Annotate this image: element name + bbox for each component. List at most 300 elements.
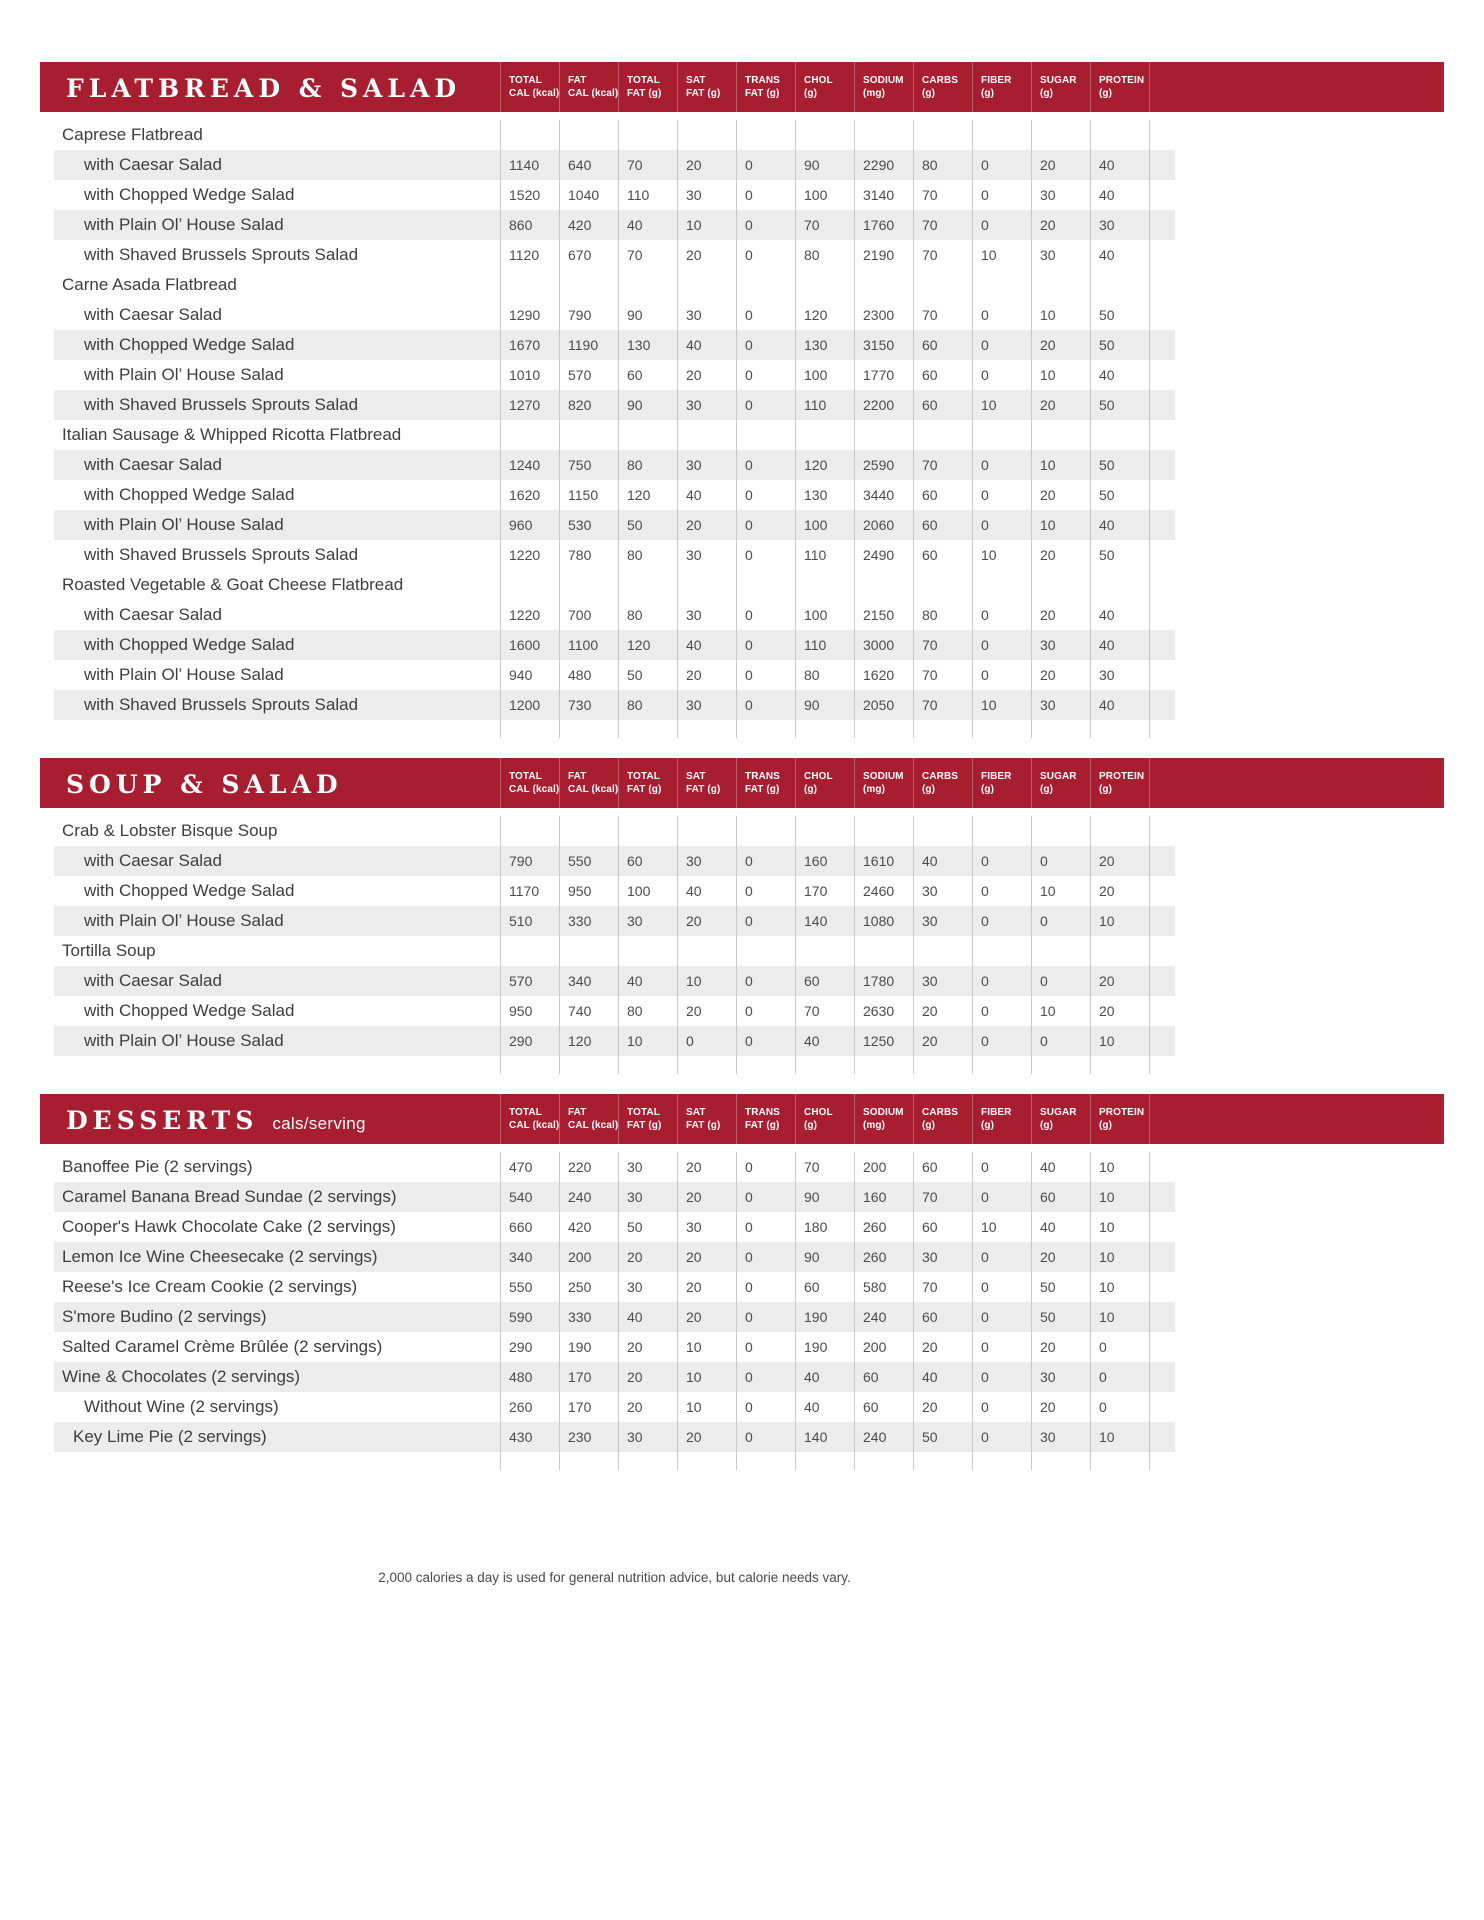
value-chol: 170 (795, 876, 854, 906)
column-header-line2: (g) (981, 1120, 995, 1131)
value-carbs: 30 (913, 1242, 972, 1272)
value-carbs: 60 (913, 510, 972, 540)
value-empty (500, 1452, 559, 1470)
value-sodium: 3140 (854, 180, 913, 210)
value-protein (1090, 270, 1149, 300)
value-total_fat: 40 (618, 210, 677, 240)
value-fat_cal (559, 936, 618, 966)
value-trans_fat: 0 (736, 966, 795, 996)
row-label: Lemon Ice Wine Cheesecake (2 servings) (62, 1247, 378, 1266)
value-chol: 140 (795, 906, 854, 936)
row-label: Crab & Lobster Bisque Soup (62, 821, 278, 840)
value-fiber (972, 420, 1031, 450)
value-sugar: 30 (1031, 690, 1090, 720)
value-fat_cal: 700 (559, 600, 618, 630)
row-label: with Caesar Salad (84, 155, 222, 174)
menu-item-row (54, 450, 1175, 480)
value-sat_fat (677, 570, 736, 600)
column-header-line1: CARBS (922, 75, 959, 86)
row-label: Salted Caramel Crème Brûlée (2 servings) (62, 1337, 383, 1356)
value-sugar: 10 (1031, 510, 1090, 540)
value-trans_fat: 0 (736, 1182, 795, 1212)
value-fiber: 0 (972, 630, 1031, 660)
value-empty (1031, 1452, 1090, 1470)
menu-item-row (54, 906, 1175, 936)
value-sodium: 3150 (854, 330, 913, 360)
value-sat_fat: 20 (677, 906, 736, 936)
value-sugar: 30 (1031, 180, 1090, 210)
section-header-bar (40, 1094, 1444, 1144)
row-tail (1149, 720, 1175, 738)
row-tail (1149, 300, 1175, 330)
value-chol: 120 (795, 450, 854, 480)
value-carbs (913, 936, 972, 966)
value-fat_cal (559, 816, 618, 846)
value-empty (1031, 1056, 1090, 1074)
value-fat_cal: 1150 (559, 480, 618, 510)
row-label: Carne Asada Flatbread (62, 275, 237, 294)
value-sat_fat: 40 (677, 630, 736, 660)
value-sat_fat: 20 (677, 360, 736, 390)
value-trans_fat: 0 (736, 540, 795, 570)
value-protein: 40 (1090, 240, 1149, 270)
value-trans_fat: 0 (736, 660, 795, 690)
row-tail (1149, 906, 1175, 936)
value-sugar: 60 (1031, 1182, 1090, 1212)
value-total_fat: 90 (618, 300, 677, 330)
value-sat_fat: 10 (677, 1392, 736, 1422)
row-tail (1149, 846, 1175, 876)
value-empty (736, 1452, 795, 1470)
value-fiber: 0 (972, 876, 1031, 906)
value-sodium: 580 (854, 1272, 913, 1302)
column-header-line2: FAT (g) (627, 1120, 662, 1131)
menu-item-row (54, 660, 1175, 690)
column-header-line2: CAL (kcal) (568, 784, 619, 795)
column-header-line1: SUGAR (1040, 771, 1077, 782)
value-protein (1090, 570, 1149, 600)
value-sat_fat: 40 (677, 876, 736, 906)
rule-extension-row (54, 720, 1175, 738)
row-label: with Chopped Wedge Salad (84, 335, 295, 354)
row-tail (1149, 330, 1175, 360)
menu-item-row (54, 360, 1175, 390)
column-header-line1: FAT (568, 1107, 587, 1118)
value-sat_fat: 20 (677, 240, 736, 270)
column-header-line2: (g) (1040, 1120, 1054, 1131)
row-label: with Chopped Wedge Salad (84, 1001, 295, 1020)
column-header-line1: SODIUM (863, 75, 904, 86)
value-sat_fat: 30 (677, 390, 736, 420)
value-carbs: 60 (913, 480, 972, 510)
column-header-line2: FAT (g) (627, 784, 662, 795)
value-chol: 70 (795, 1152, 854, 1182)
menu-item-row (54, 1272, 1175, 1302)
value-sodium: 2300 (854, 300, 913, 330)
value-trans_fat (736, 816, 795, 846)
column-header-line1: SODIUM (863, 771, 904, 782)
value-fat_cal: 230 (559, 1422, 618, 1452)
column-header-line2: FAT (g) (686, 1120, 721, 1131)
value-total_cal: 1220 (500, 600, 559, 630)
value-fat_cal (559, 420, 618, 450)
value-total_fat: 70 (618, 150, 677, 180)
value-total_cal: 1200 (500, 690, 559, 720)
value-trans_fat (736, 270, 795, 300)
menu-item-row (54, 1362, 1175, 1392)
value-sodium: 2150 (854, 600, 913, 630)
value-fat_cal: 330 (559, 906, 618, 936)
menu-item-row (54, 1152, 1175, 1182)
value-total_fat: 40 (618, 1302, 677, 1332)
value-chol: 130 (795, 330, 854, 360)
value-fat_cal: 790 (559, 300, 618, 330)
value-trans_fat: 0 (736, 1332, 795, 1362)
value-trans_fat: 0 (736, 906, 795, 936)
value-sodium (854, 570, 913, 600)
column-header-line1: TOTAL (509, 1107, 542, 1118)
value-total_cal: 1240 (500, 450, 559, 480)
value-sodium: 160 (854, 1182, 913, 1212)
row-tail (1149, 210, 1175, 240)
value-carbs: 60 (913, 540, 972, 570)
section-title-cell (40, 758, 500, 808)
group-header-row (54, 570, 1175, 600)
row-label (54, 720, 500, 738)
value-trans_fat: 0 (736, 480, 795, 510)
value-total_fat: 30 (618, 906, 677, 936)
menu-item-row (54, 390, 1175, 420)
value-total_cal: 570 (500, 966, 559, 996)
row-tail (1149, 1452, 1175, 1470)
value-sugar (1031, 270, 1090, 300)
row-tail (1149, 1422, 1175, 1452)
row-label: with Plain Ol’ House Salad (84, 665, 284, 684)
group-header-row (54, 816, 1175, 846)
value-sodium: 3000 (854, 630, 913, 660)
value-sugar: 10 (1031, 876, 1090, 906)
value-carbs (913, 270, 972, 300)
value-fat_cal: 170 (559, 1362, 618, 1392)
value-chol: 160 (795, 846, 854, 876)
menu-item-row (54, 630, 1175, 660)
column-header-line1: TOTAL (627, 771, 660, 782)
row-tail (1149, 630, 1175, 660)
row-tail (1149, 510, 1175, 540)
value-trans_fat (736, 570, 795, 600)
value-sugar: 0 (1031, 846, 1090, 876)
value-fat_cal: 200 (559, 1242, 618, 1272)
column-header-line2: (g) (981, 88, 995, 99)
value-sugar: 50 (1031, 1302, 1090, 1332)
menu-item-row (54, 210, 1175, 240)
value-total_cal: 790 (500, 846, 559, 876)
column-header-line2: FAT (g) (745, 784, 780, 795)
value-sodium: 3440 (854, 480, 913, 510)
value-sat_fat: 30 (677, 180, 736, 210)
value-protein: 0 (1090, 1392, 1149, 1422)
value-chol: 80 (795, 240, 854, 270)
value-sat_fat: 10 (677, 1332, 736, 1362)
value-sodium: 200 (854, 1152, 913, 1182)
value-protein: 30 (1090, 210, 1149, 240)
value-empty (1031, 720, 1090, 738)
section-title: SOUP & SALAD (66, 770, 343, 799)
value-carbs: 50 (913, 1422, 972, 1452)
value-sodium: 1620 (854, 660, 913, 690)
section-soup-salad (40, 758, 1444, 1074)
row-tail (1149, 996, 1175, 1026)
row-label: Key Lime Pie (2 servings) (73, 1427, 267, 1446)
rule-extension-row (54, 1056, 1175, 1074)
group-header-row (54, 420, 1175, 450)
value-fat_cal: 240 (559, 1182, 618, 1212)
value-carbs: 30 (913, 906, 972, 936)
menu-item-row (54, 1182, 1175, 1212)
column-header-protein (1090, 62, 1149, 112)
value-sugar (1031, 936, 1090, 966)
value-fat_cal (559, 270, 618, 300)
row-tail (1149, 600, 1175, 630)
value-sugar: 20 (1031, 600, 1090, 630)
value-protein: 50 (1090, 300, 1149, 330)
value-trans_fat: 0 (736, 1302, 795, 1332)
row-label: with Plain Ol’ House Salad (84, 911, 284, 930)
value-chol (795, 120, 854, 150)
value-trans_fat: 0 (736, 300, 795, 330)
value-trans_fat: 0 (736, 360, 795, 390)
column-header-line1: FAT (568, 75, 587, 86)
value-fiber: 0 (972, 1422, 1031, 1452)
row-tail (1149, 450, 1175, 480)
column-header-total_fat (618, 62, 677, 112)
value-sat_fat: 30 (677, 540, 736, 570)
value-empty (618, 1056, 677, 1074)
column-header-total_cal (500, 62, 559, 112)
column-header-line1: TOTAL (509, 75, 542, 86)
value-total_fat: 20 (618, 1242, 677, 1272)
column-header-line2: (g) (922, 1120, 936, 1131)
value-total_fat: 120 (618, 630, 677, 660)
row-tail (1149, 180, 1175, 210)
value-fat_cal: 1190 (559, 330, 618, 360)
value-protein: 0 (1090, 1362, 1149, 1392)
column-header-line2: (g) (1099, 1120, 1113, 1131)
column-header-fiber (972, 1094, 1031, 1144)
row-tail (1149, 540, 1175, 570)
row-label: with Caesar Salad (84, 851, 222, 870)
value-total_fat: 50 (618, 660, 677, 690)
column-header-line1: CHOL (804, 75, 833, 86)
row-tail (1149, 1026, 1175, 1056)
row-tail (1149, 360, 1175, 390)
row-label: Wine & Chocolates (2 servings) (62, 1367, 301, 1386)
value-sugar: 20 (1031, 540, 1090, 570)
value-trans_fat: 0 (736, 600, 795, 630)
row-tail (1149, 1362, 1175, 1392)
row-label: Roasted Vegetable & Goat Cheese Flatbread (62, 575, 404, 594)
value-sugar (1031, 570, 1090, 600)
menu-item-row (54, 510, 1175, 540)
value-empty (913, 720, 972, 738)
value-sugar: 30 (1031, 1422, 1090, 1452)
menu-item-row (54, 996, 1175, 1026)
value-sat_fat: 20 (677, 660, 736, 690)
section-rows (54, 1144, 1175, 1470)
value-chol: 100 (795, 600, 854, 630)
menu-item-row (54, 1332, 1175, 1362)
column-header-sodium (854, 1094, 913, 1144)
row-tail (1149, 1242, 1175, 1272)
value-protein: 40 (1090, 600, 1149, 630)
section-title: FLATBREAD & SALAD (66, 74, 462, 103)
value-protein: 40 (1090, 630, 1149, 660)
row-label (54, 1452, 500, 1470)
menu-item-row (54, 846, 1175, 876)
value-empty (854, 1056, 913, 1074)
value-sat_fat: 30 (677, 846, 736, 876)
value-sugar: 50 (1031, 1272, 1090, 1302)
row-label: with Shaved Brussels Sprouts Salad (84, 245, 359, 264)
value-total_fat (618, 936, 677, 966)
value-fat_cal: 1100 (559, 630, 618, 660)
row-label: Caramel Banana Bread Sundae (2 servings) (62, 1187, 397, 1206)
value-sugar: 0 (1031, 966, 1090, 996)
row-tail (1149, 420, 1175, 450)
row-tail (1149, 1302, 1175, 1332)
value-total_cal: 470 (500, 1152, 559, 1182)
value-fiber: 0 (972, 1242, 1031, 1272)
value-sugar: 20 (1031, 660, 1090, 690)
column-header-line2: (g) (1099, 88, 1113, 99)
value-carbs: 70 (913, 240, 972, 270)
menu-item-row (54, 690, 1175, 720)
value-total_cal: 1270 (500, 390, 559, 420)
section-rows (54, 808, 1175, 1074)
section-desserts (40, 1094, 1444, 1470)
row-tail (1149, 1152, 1175, 1182)
column-header-line1: SAT (686, 771, 706, 782)
value-total_cal: 660 (500, 1212, 559, 1242)
value-sat_fat: 30 (677, 690, 736, 720)
value-trans_fat: 0 (736, 846, 795, 876)
value-total_cal: 1220 (500, 540, 559, 570)
value-fiber (972, 570, 1031, 600)
value-fiber: 10 (972, 390, 1031, 420)
rule-extension-row (54, 1452, 1175, 1470)
value-total_fat: 80 (618, 690, 677, 720)
value-sat_fat: 0 (677, 1026, 736, 1056)
value-sodium: 2590 (854, 450, 913, 480)
column-header-total_fat (618, 1094, 677, 1144)
column-header-trans_fat (736, 758, 795, 808)
column-header-line1: SUGAR (1040, 75, 1077, 86)
row-tail (1149, 1182, 1175, 1212)
value-carbs (913, 420, 972, 450)
value-fiber: 0 (972, 996, 1031, 1026)
value-sat_fat: 20 (677, 1182, 736, 1212)
value-fiber: 0 (972, 330, 1031, 360)
value-sugar: 40 (1031, 1152, 1090, 1182)
value-chol (795, 816, 854, 846)
value-total_fat: 20 (618, 1332, 677, 1362)
value-carbs (913, 816, 972, 846)
column-header-line2: CAL (kcal) (509, 784, 560, 795)
column-header-line1: SAT (686, 75, 706, 86)
row-label: with Caesar Salad (84, 305, 222, 324)
section-header-bar (40, 758, 1444, 808)
column-header-trans_fat (736, 1094, 795, 1144)
section-header-bar (40, 62, 1444, 112)
value-protein (1090, 936, 1149, 966)
value-chol: 90 (795, 1182, 854, 1212)
menu-item-row (54, 600, 1175, 630)
value-sat_fat: 30 (677, 600, 736, 630)
value-sugar (1031, 420, 1090, 450)
column-header-line1: PROTEIN (1099, 771, 1145, 782)
column-header-line1: SAT (686, 1107, 706, 1118)
menu-sections (40, 62, 1444, 1470)
menu-item-row (54, 150, 1175, 180)
row-tail (1149, 270, 1175, 300)
row-label: Without Wine (2 servings) (84, 1397, 279, 1416)
value-fiber: 0 (972, 300, 1031, 330)
value-total_cal: 1290 (500, 300, 559, 330)
menu-item-row (54, 1212, 1175, 1242)
value-fiber: 0 (972, 480, 1031, 510)
value-total_cal: 290 (500, 1332, 559, 1362)
value-sugar: 20 (1031, 390, 1090, 420)
value-fat_cal: 340 (559, 966, 618, 996)
value-sugar: 10 (1031, 450, 1090, 480)
value-empty (677, 1452, 736, 1470)
value-total_fat: 130 (618, 330, 677, 360)
value-total_fat: 20 (618, 1392, 677, 1422)
value-sugar: 10 (1031, 300, 1090, 330)
column-header-line1: CHOL (804, 1107, 833, 1118)
column-header-spacer (1149, 62, 1175, 112)
row-label: Italian Sausage & Whipped Ricotta Flatbread (62, 425, 402, 444)
value-carbs: 60 (913, 1302, 972, 1332)
row-label: with Caesar Salad (84, 605, 222, 624)
value-chol: 80 (795, 660, 854, 690)
value-sugar: 10 (1031, 996, 1090, 1026)
column-header-line2: (g) (922, 784, 936, 795)
value-carbs: 20 (913, 1332, 972, 1362)
value-chol (795, 570, 854, 600)
column-header-line2: CAL (kcal) (568, 88, 619, 99)
column-header-line2: (g) (1040, 88, 1054, 99)
column-header-line2: (g) (1099, 784, 1113, 795)
value-fat_cal: 1040 (559, 180, 618, 210)
value-protein: 20 (1090, 996, 1149, 1026)
column-header-total_cal (500, 1094, 559, 1144)
value-carbs: 70 (913, 1182, 972, 1212)
value-trans_fat: 0 (736, 1242, 795, 1272)
value-sodium: 240 (854, 1302, 913, 1332)
column-header-trans_fat (736, 62, 795, 112)
column-header-line1: TOTAL (627, 1107, 660, 1118)
row-label: with Shaved Brussels Sprouts Salad (84, 395, 359, 414)
section-title-cell (40, 62, 500, 112)
row-label: S'more Budino (2 servings) (62, 1307, 267, 1326)
value-protein: 40 (1090, 510, 1149, 540)
menu-item-row (54, 540, 1175, 570)
value-total_fat: 30 (618, 1182, 677, 1212)
value-sodium: 2050 (854, 690, 913, 720)
value-sodium: 2630 (854, 996, 913, 1026)
value-fat_cal: 730 (559, 690, 618, 720)
